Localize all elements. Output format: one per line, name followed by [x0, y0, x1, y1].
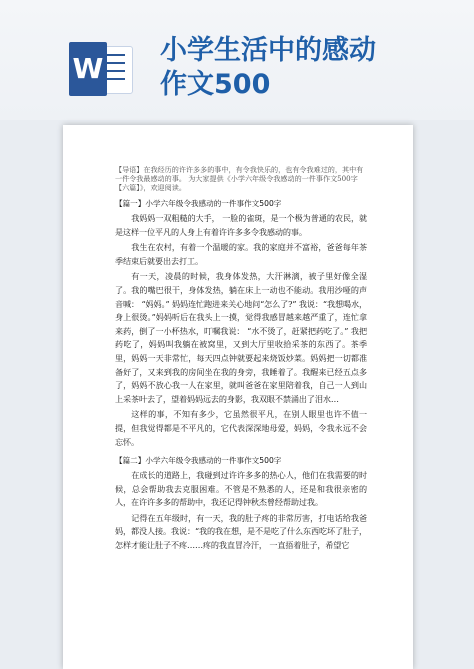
document-page — [63, 125, 413, 669]
document-content — [115, 165, 367, 555]
word-icon-letter: W — [69, 42, 107, 96]
section-heading-1: 【篇一】小学六年级令我感动的一件事作文500字 — [115, 199, 282, 208]
word-document-icon — [69, 42, 133, 96]
page-title — [160, 34, 376, 102]
paragraph: 有一天，凌晨的时候，我身体发热，大汗淋漓，被子里好像全湿了。我的嘴巴很干，身体发热，躺在床上一动也不能动。我用沙哑的声音喊： “妈妈。” 妈妈连忙跑进来关心地问“怎么了?” 我说：“我想喝水，身上很烫。”妈妈听后在我头上一摸，觉得我感冒越来越严重了，连忙拿来药，倒了一小杯热水，叮嘱我说： “水不烫了，赶紧把药吃了。” 我把药吃了，妈妈叫我躺在被窝里，又到大厅里收拾采茶的东西了。茶季里，妈妈一天非常忙，每天四点钟就要起来烧饭炒菜。妈妈把一切都准备好了，又来到我的房间坐在我的身旁，我睡着了。我醒来已经五点多了，妈妈不放心我一人在家里，就叫爸爸在家里陪着我，自己一人到山上采茶叶去了，望着妈妈远去的身影，我双眼不禁涌出了泪水… — [115, 271, 367, 404]
paragraph: 这样的事，不知有多少，它虽然很平凡，在别人眼里也许不值一提，但我觉得都是不平凡的，它代表深深地母爱，妈妈，令我永远不会忘怀。 — [115, 409, 367, 447]
guide-text: 【导语】在我经历的许许多多的事中，有令我快乐的，也有令我难过的，其中有一件令我最感动的事。 为大家提供《小学六年级令我感动的一件事作文500字【六篇】》，欢迎阅读。 — [115, 165, 364, 192]
paragraph: 我妈妈一双粗糙的大手， 一脸的雀斑，是一个极为普通的农民，就是这样一位平凡的人身上有着许许多多令我感动的事。 — [115, 213, 367, 237]
section-heading-2: 【篇二】小学六年级令我感动的一件事作文500字 — [115, 456, 282, 466]
paragraph: 在成长的道路上，我碰到过许许多多的热心人，他们在我需要的时候，总会帮助我去克服困难。不管是不熟悉的人，还是和我很亲密的人，在许许多多的帮助中，我还记得钟秋杰曾经帮助过我。 — [115, 470, 367, 508]
title-line-2: 作文500 — [160, 69, 271, 100]
paragraph: 我生在农村，有着一个温暖的家。我的家庭并不富裕，爸爸每年茶季结束后就要出去打工。 — [115, 242, 367, 266]
page-header — [0, 0, 474, 120]
paragraph: 记得在五年级时，有一天，我的肚子疼的非常厉害，打电话给我爸妈，都没人接。我说：“我的我在想，是不是吃了什么东西吃坏了肚子，怎样才能让肚子不疼……疼的我直冒冷汗， 一直捂着肚子，希望它 — [115, 512, 367, 551]
title-line-1: 小学生活中的感动 — [160, 35, 376, 66]
